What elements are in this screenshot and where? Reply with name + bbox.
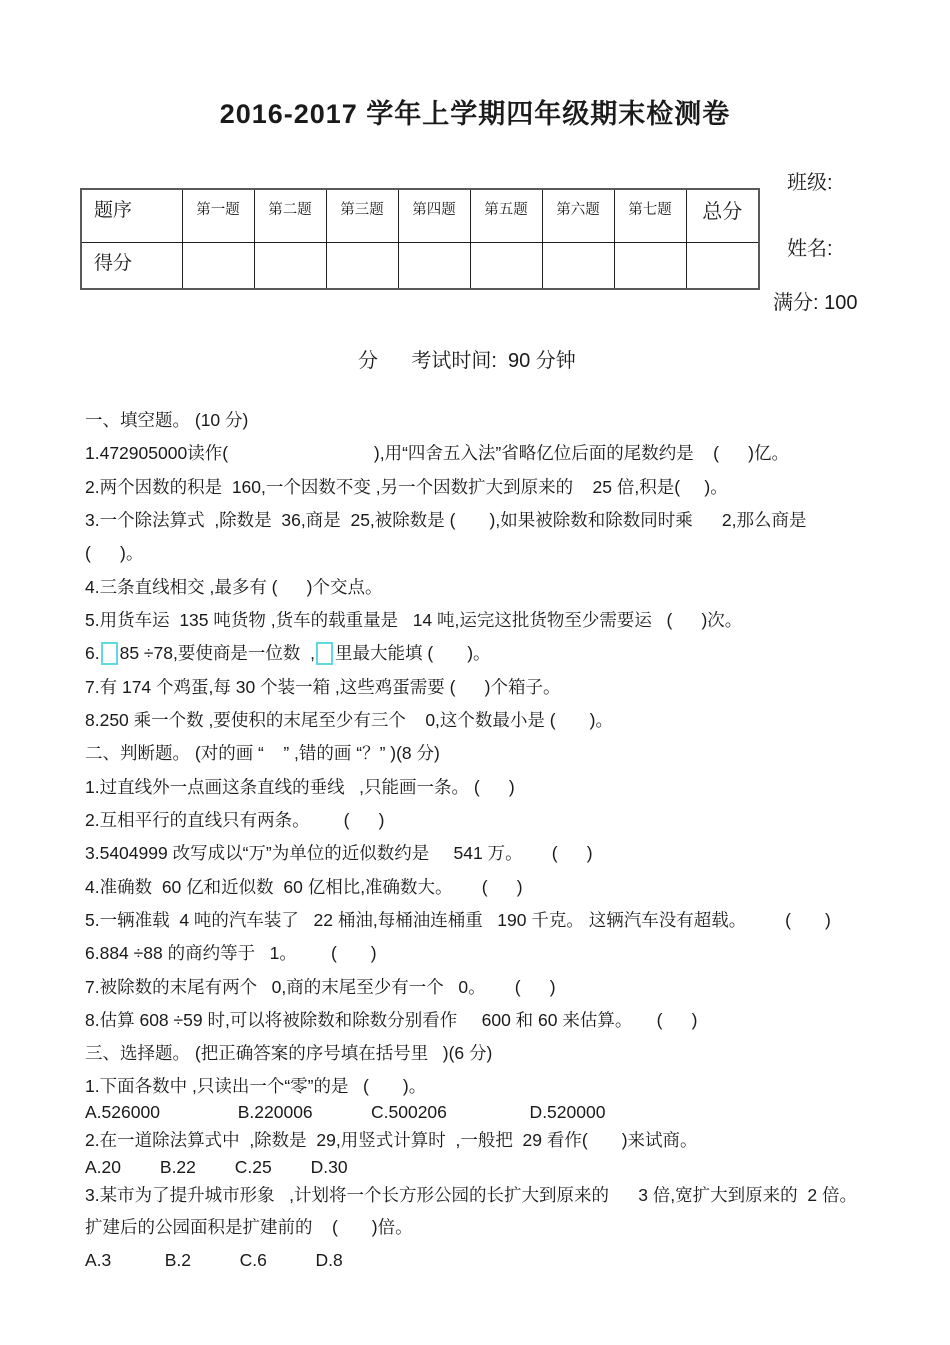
judge-q3: 3.5404999 改写成以“万”为单位的近似数约是 541 万。 ( ) (85, 843, 593, 863)
header-q4: 第四题 (398, 189, 470, 242)
full-score-label: 满分: 100 (773, 292, 858, 314)
judge-q6: 6.884 ÷88 的商约等于 1。 ( ) (85, 943, 377, 963)
header-q2: 第二题 (254, 189, 326, 242)
judge-q2: 2.互相平行的直线只有两条。 ( ) (85, 810, 385, 830)
q6-blank-box-2 (316, 642, 333, 665)
q6-number: 6. (85, 643, 100, 663)
judge-q5: 5.一辆准载 4 吨的汽车装了 22 桶油,每桶油连桶重 190 千克。 这辆汽车没有超载。 ( ) (85, 910, 831, 930)
score-table (80, 188, 760, 290)
choice-q2-options: A.20 B.22 C.25 D.30 (85, 1157, 348, 1177)
choice-q3-cont: 扩建后的公园面积是扩建前的 ( )倍。 (85, 1217, 413, 1237)
header-q7: 第七题 (614, 189, 686, 242)
judge-q1: 1.过直线外一点画这条直线的垂线 ,只能画一条。 ( ) (85, 777, 515, 797)
header-q5: 第五题 (470, 189, 542, 242)
header-q1: 第一题 (182, 189, 254, 242)
judge-q4: 4.准确数 60 亿和近似数 60 亿相比,准确数大。 ( ) (85, 877, 523, 897)
score-cell-q5 (470, 242, 542, 289)
score-cell-q6 (542, 242, 614, 289)
fill-blank-q2: 2.两个因数的积是 160,一个因数不变 ,另一个因数扩大到原来的 25 倍,积是( )。 (85, 477, 728, 497)
fill-blank-q7: 7.有 174 个鸡蛋,每 30 个装一箱 ,这些鸡蛋需要 ( )个箱子。 (85, 677, 561, 697)
section-3-heading: 三、选择题。 (把正确答案的序号填在括号里 )(6 分) (85, 1043, 493, 1063)
fill-blank-q5: 5.用货车运 135 吨货物 ,货车的载重量是 14 吨,运完这批货物至少需要运 ( )次。 (85, 610, 743, 630)
judge-q7: 7.被除数的末尾有两个 0,商的末尾至少有一个 0。 ( ) (85, 977, 556, 997)
choice-q3-options: A.3 B.2 C.6 D.8 (85, 1250, 343, 1270)
q6-text-1: 85 ÷78,要使商是一位数 , (119, 643, 315, 663)
fill-blank-q8: 8.250 乘一个数 ,要使积的末尾至少有三个 0,这个数最小是 ( )。 (85, 710, 613, 730)
score-table-header-row (81, 189, 759, 242)
class-label: 班级: (787, 172, 833, 194)
score-row-label: 得分 (81, 242, 182, 289)
choice-q2: 2.在一道除法算式中 ,除数是 29,用竖式计算时 ,一般把 29 看作( )来试商。 (85, 1130, 698, 1150)
judge-q8: 8.估算 608 ÷59 时,可以将被除数和除数分别看作 600 和 60 来估算。 ( ) (85, 1010, 698, 1030)
fill-blank-q3: 3.一个除法算式 ,除数是 36,商是 25,被除数是 ( ),如果被除数和除数同时乘 2,那么商是 (85, 510, 807, 530)
choice-q1-options: A.526000 B.220006 C.500206 D.520000 (85, 1102, 606, 1122)
score-cell-total (686, 242, 759, 289)
header-q3: 第三题 (326, 189, 398, 242)
fill-blank-q4: 4.三条直线相交 ,最多有 ( )个交点。 (85, 577, 383, 597)
fill-blank-q1: 1.472905000读作( ),用“四舍五入法”省略亿位后面的尾数约是 ( )亿。 (85, 443, 789, 463)
section-2-heading: 二、判断题。 (对的画 “ ” ,错的画 “？” )(8 分) (85, 743, 440, 763)
header-total-score: 总分 (686, 189, 759, 242)
choice-q1: 1.下面各数中 ,只读出一个“零”的是 ( )。 (85, 1076, 427, 1096)
score-cell-q1 (182, 242, 254, 289)
score-cell-q7 (614, 242, 686, 289)
fill-blank-q3-cont: ( )。 (85, 543, 144, 563)
score-cell-q4 (398, 242, 470, 289)
q6-text-2: 里最大能填 ( )。 (334, 643, 491, 663)
header-q6: 第六题 (542, 189, 614, 242)
score-cell-q3 (326, 242, 398, 289)
header-question-order: 题序 (81, 189, 182, 242)
name-label: 姓名: (787, 238, 833, 260)
choice-q3: 3.某市为了提升城市形象 ,计划将一个长方形公园的长扩大到原来的 3 倍,宽扩大到原来的 2 倍。 (85, 1185, 857, 1205)
score-cell-q2 (254, 242, 326, 289)
fill-blank-q6 (85, 641, 491, 665)
section-1-heading: 一、填空题。 (10 分) (85, 410, 249, 430)
q6-blank-box-1 (101, 642, 118, 665)
page-title: 2016-2017 学年上学期四年级期末检测卷 (219, 99, 731, 129)
exam-time-line: 分 考试时间: 90 分钟 (358, 350, 576, 372)
score-table-score-row (81, 242, 759, 289)
